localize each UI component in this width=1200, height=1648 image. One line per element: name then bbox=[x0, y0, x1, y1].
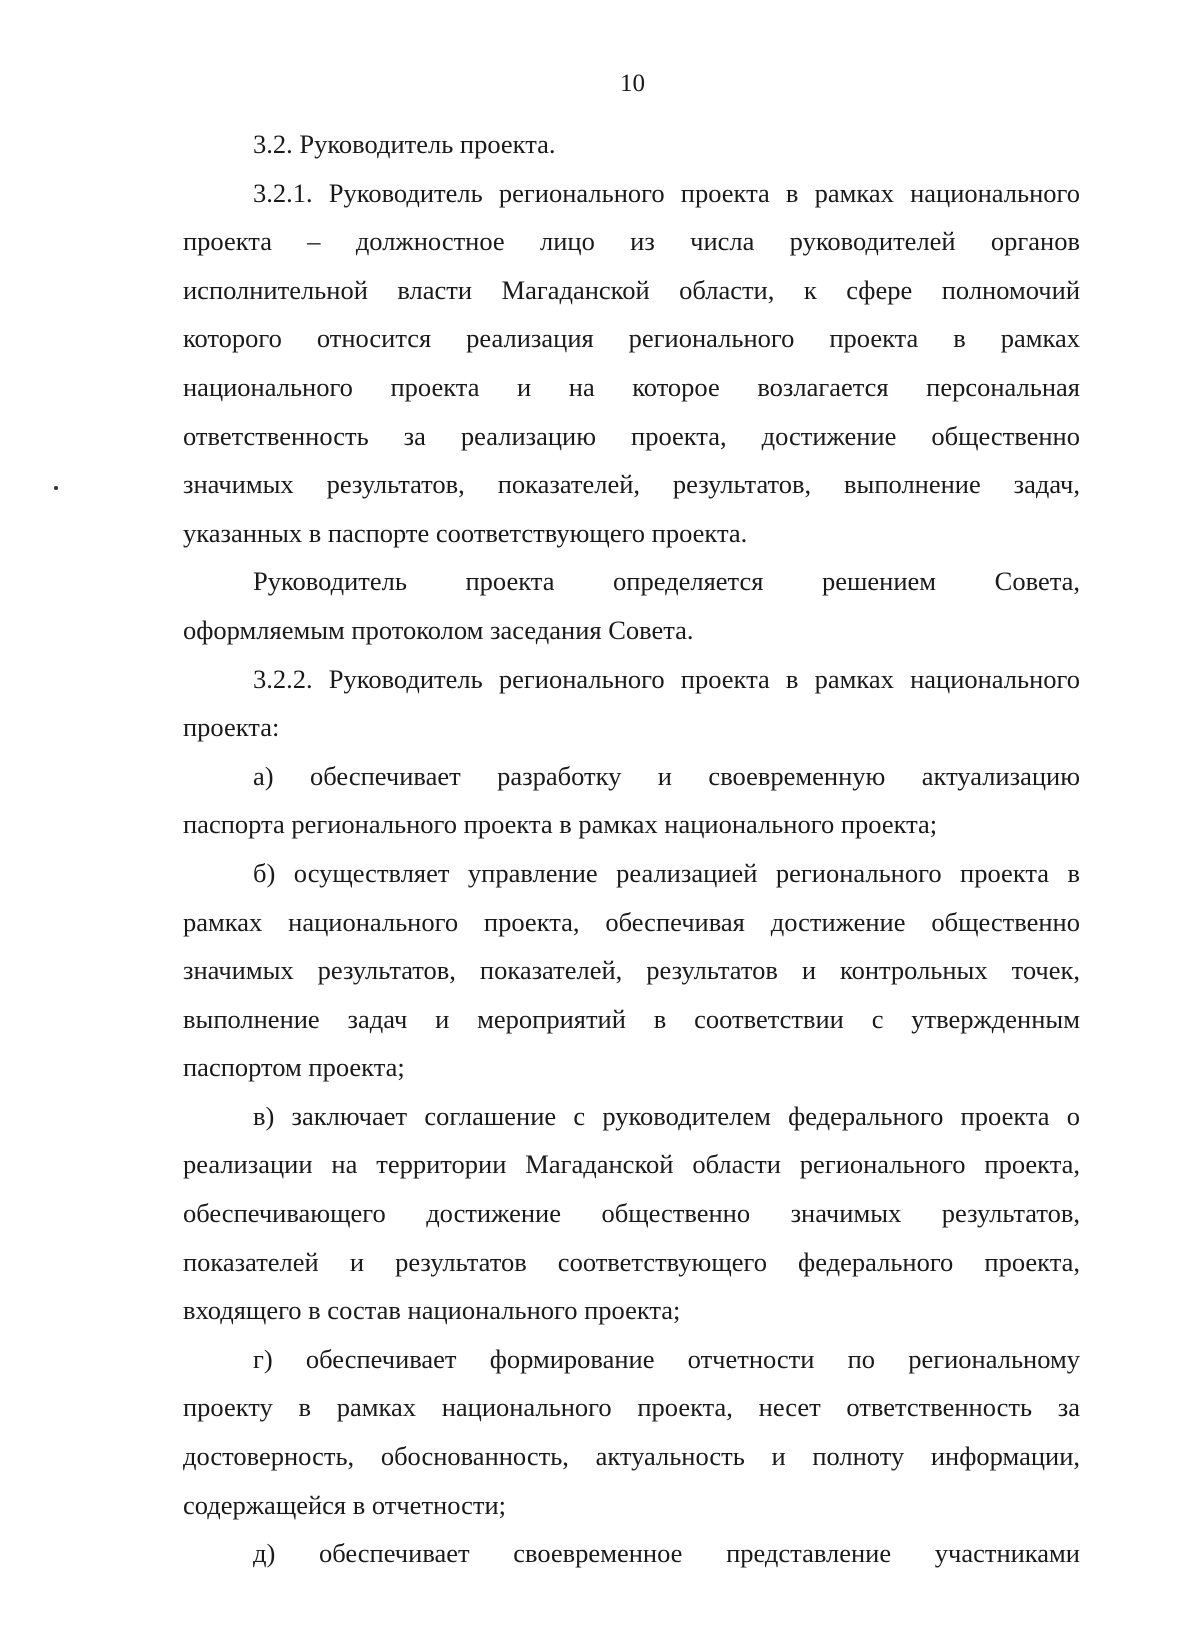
paragraph-line: паспорта регионального проекта в рамках национального проекта; bbox=[183, 809, 938, 840]
paragraph-line: указанных в паспорте соответствующего проекта. bbox=[183, 517, 748, 548]
paragraph-line: значимых результатов, показателей, результатов, выполнение задач, bbox=[183, 469, 1080, 500]
paragraph-line: содержащейся в отчетности; bbox=[183, 1489, 507, 1520]
paragraph-line: значимых результатов, показателей, результатов и контрольных точек, bbox=[183, 955, 1080, 986]
page-number: 10 bbox=[620, 70, 645, 97]
paragraph-line: 3.2.2. Руководитель регионального проекта в рамках национального bbox=[253, 663, 1080, 694]
paragraph-head-definition bbox=[183, 557, 1080, 654]
paragraph-line: национального проекта и на которое возлагается персональная bbox=[183, 371, 1080, 402]
paragraph-line: проекта: bbox=[183, 712, 280, 743]
paragraph-line: которого относится реализация регионального проекта в рамках bbox=[183, 323, 1080, 354]
paragraph-line: показателей и результатов соответствующего федерального проекта, bbox=[183, 1246, 1080, 1277]
paragraph-line: б) осуществляет управление реализацией регионального проекта в bbox=[253, 857, 1080, 888]
section-heading bbox=[183, 120, 1080, 169]
paragraph-3-2-1 bbox=[183, 169, 1080, 558]
paragraph-3-2-2 bbox=[183, 655, 1080, 752]
paragraph-line: Руководитель проекта определяется решением Совета, bbox=[253, 566, 1080, 597]
list-item-v bbox=[183, 1092, 1080, 1335]
list-item-b bbox=[183, 849, 1080, 1092]
list-item-d bbox=[183, 1529, 1080, 1578]
paragraph-line: проекту в рамках национального проекта, несет ответственность за bbox=[183, 1392, 1080, 1423]
heading-line: 3.2. Руководитель проекта. bbox=[253, 129, 556, 159]
paragraph-line: достоверность, обоснованность, актуальность и полноту информации, bbox=[183, 1441, 1080, 1472]
paragraph-line: рамках национального проекта, обеспечивая достижение общественно bbox=[183, 906, 1080, 937]
paragraph-line: реализации на территории Магаданской области регионального проекта, bbox=[183, 1149, 1080, 1180]
list-item-a bbox=[183, 752, 1080, 849]
paragraph-line: ответственность за реализацию проекта, достижение общественно bbox=[183, 420, 1080, 451]
paragraph-line: 3.2.1. Руководитель регионального проекта в рамках национального bbox=[253, 177, 1080, 208]
paragraph-line: оформляемым протоколом заседания Совета. bbox=[183, 614, 694, 645]
paragraph-line: паспортом проекта; bbox=[183, 1052, 405, 1083]
paragraph-line: д) обеспечивает своевременное представление участниками bbox=[253, 1538, 1080, 1569]
document-body bbox=[183, 120, 1080, 1578]
paragraph-line: исполнительной власти Магаданской области, к сфере полномочий bbox=[183, 274, 1080, 305]
scan-speck bbox=[54, 486, 58, 490]
paragraph-line: а) обеспечивает разработку и своевременную актуализацию bbox=[253, 760, 1080, 791]
paragraph-line: в) заключает соглашение с руководителем федерального проекта о bbox=[253, 1100, 1080, 1131]
paragraph-line: г) обеспечивает формирование отчетности по региональному bbox=[253, 1343, 1080, 1374]
list-item-g bbox=[183, 1335, 1080, 1529]
paragraph-line: проекта – должностное лицо из числа руководителей органов bbox=[183, 226, 1080, 257]
paragraph-line: обеспечивающего достижение общественно значимых результатов, bbox=[183, 1198, 1080, 1229]
paragraph-line: входящего в состав национального проекта; bbox=[183, 1295, 681, 1326]
paragraph-line: выполнение задач и мероприятий в соответствии с утвержденным bbox=[183, 1003, 1080, 1034]
